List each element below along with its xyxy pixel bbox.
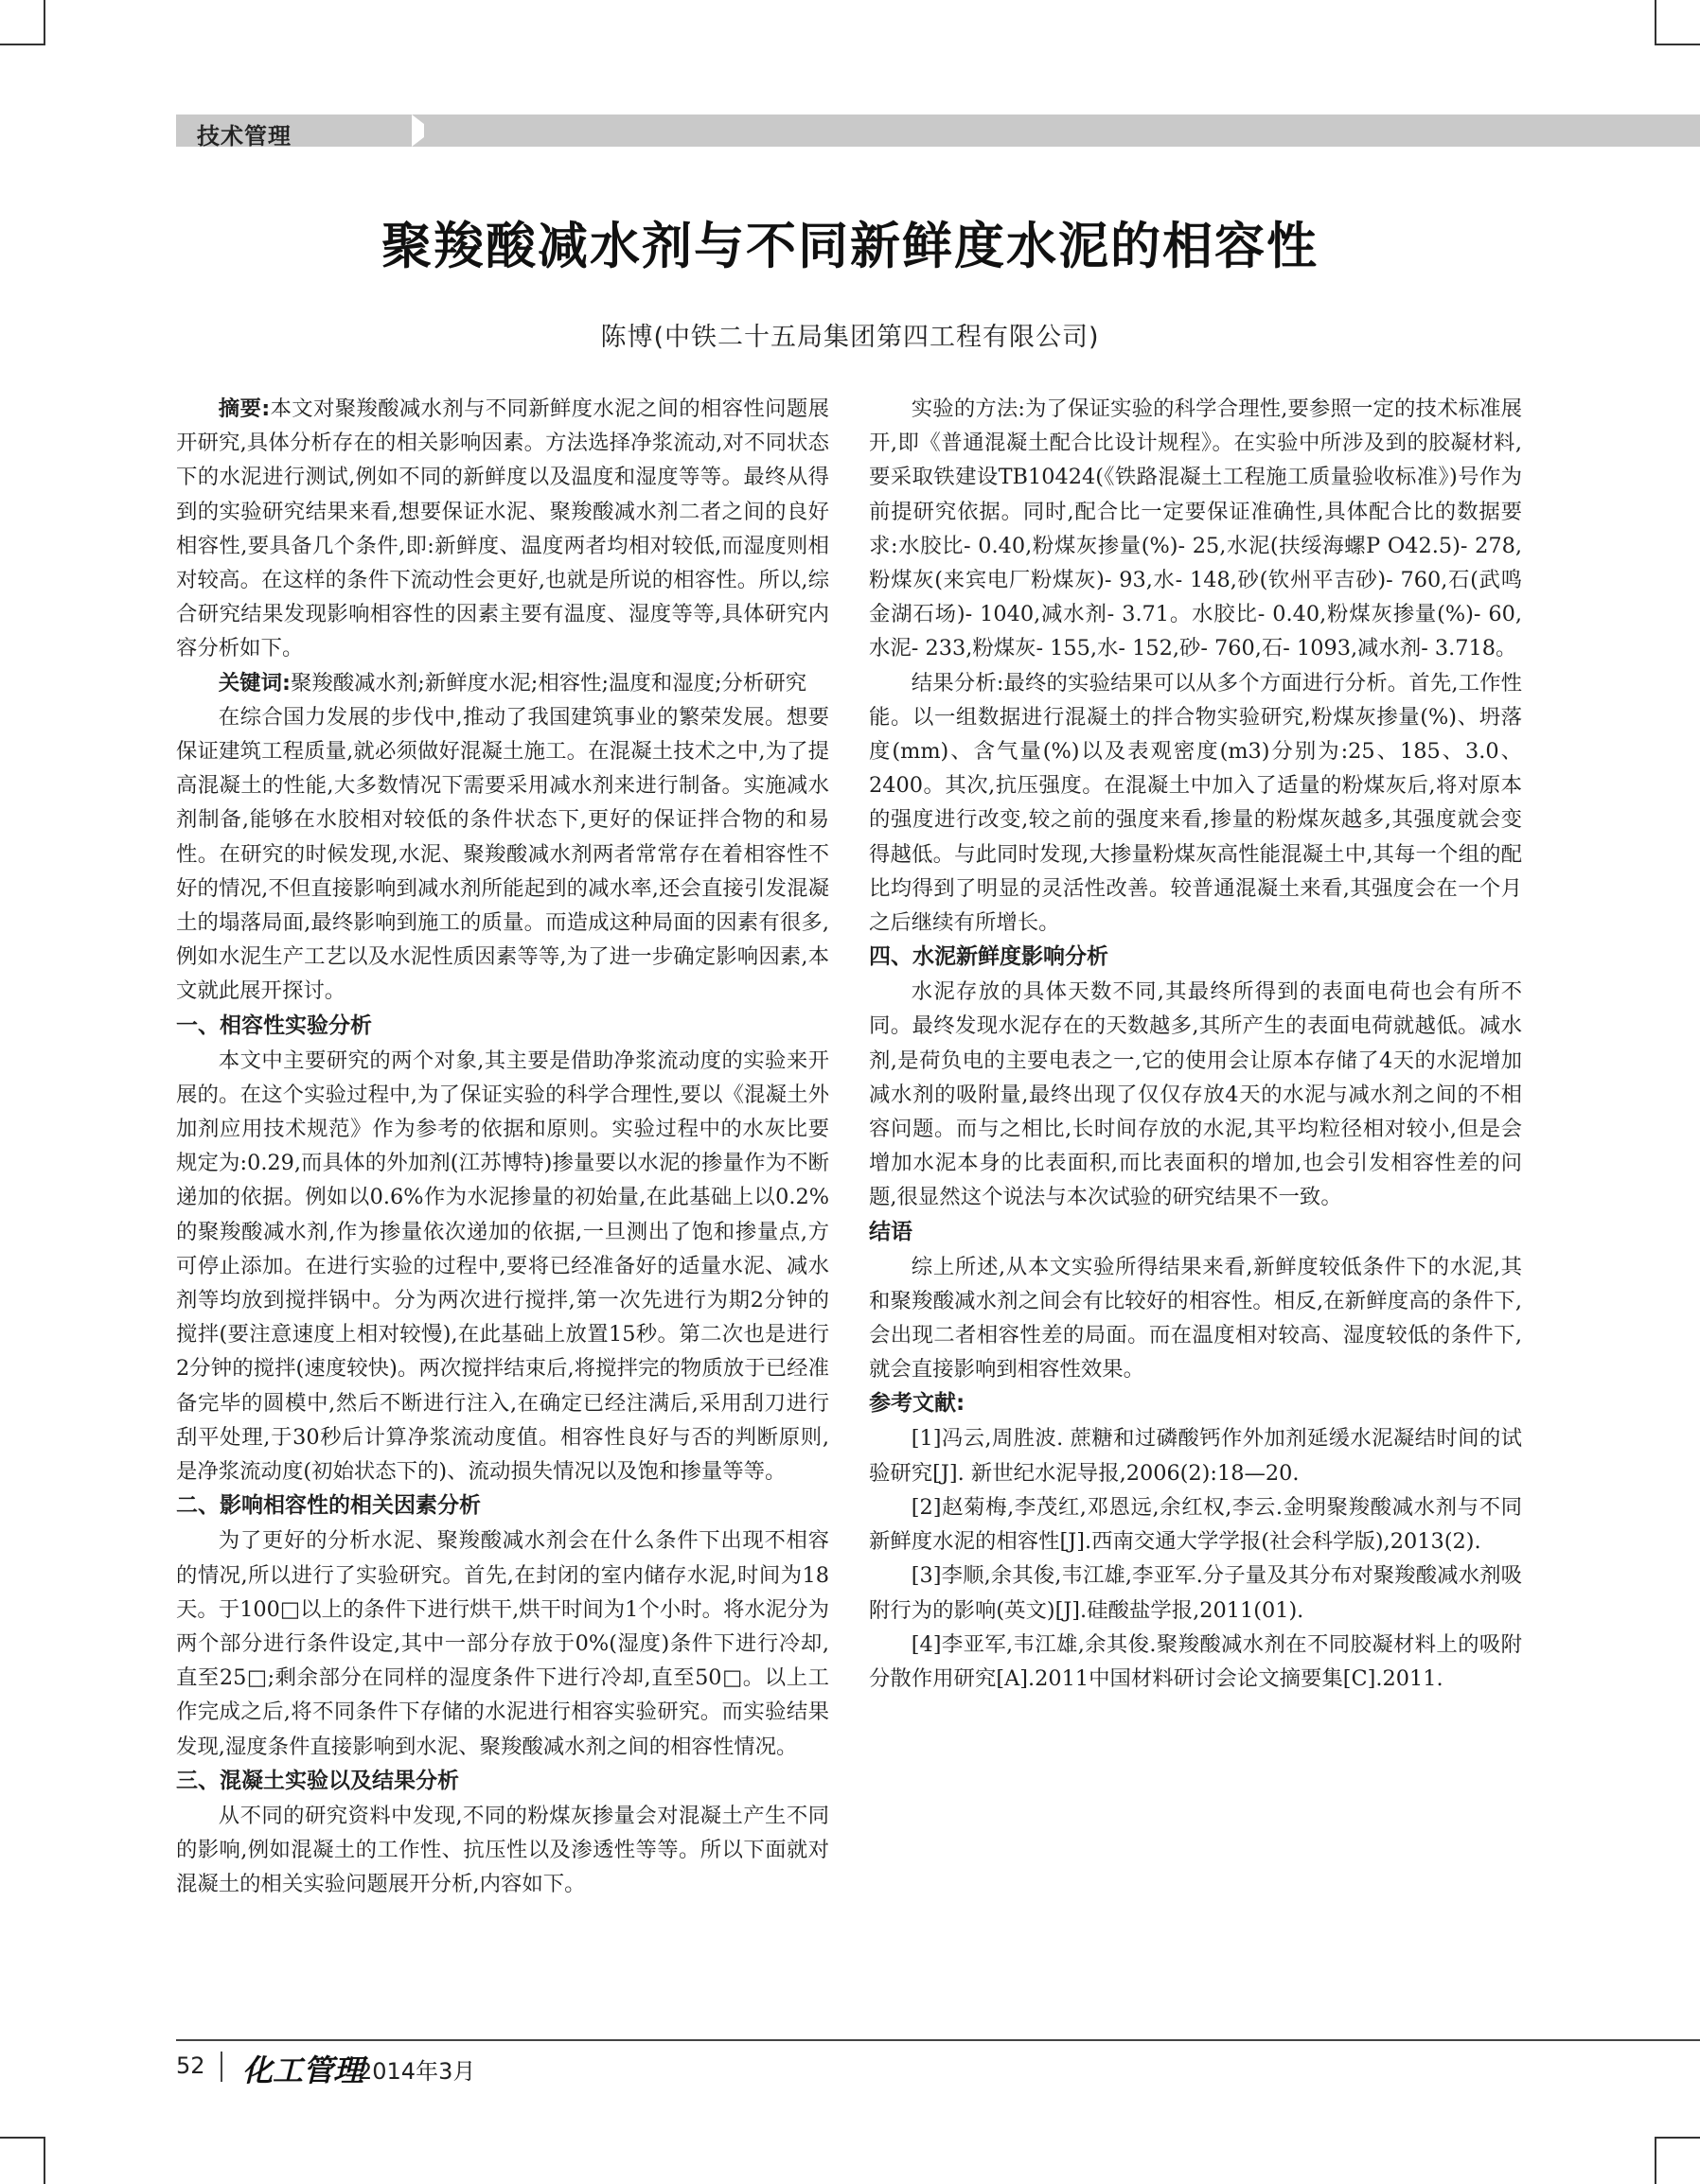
section-label: 技术管理: [197, 123, 292, 150]
crop-mark: [44, 0, 45, 45]
section-paragraph: 从不同的研究资料中发现,不同的粉煤灰掺量会对混凝土产生不同的影响,例如混凝土的工作性、抗压性以及渗透性等等。所以下面就对混凝土的相关实验问题展开分析,内容如下。: [176, 1803, 829, 1897]
reference-item: [1]冯云,周胜波. 蔗糖和过磷酸钙作外加剂延缓水泥凝结时间的试验研究[J]. 新世纪水泥导报,2006(2):18—20.: [869, 1426, 1522, 1486]
conclusion-paragraph: 综上所述,从本文实验所得结果来看,新鲜度较低条件下的水泥,其和聚羧酸减水剂之间会有比较好的相容性。相反,在新鲜度高的条件下,会出现二者相容性差的局面。而在温度相对较高、湿度较低的条件下,就会直接影响到相容性效果。: [869, 1254, 1522, 1383]
keywords-text: 聚羧酸减水剂;新鲜度水泥;相容性;温度和湿度;分析研究: [290, 670, 807, 696]
keywords: [176, 666, 829, 700]
section-heading: 二、影响相容性的相关因素分析: [176, 1493, 481, 1519]
reference-item: [4]李亚军,韦江雄,余其俊.聚羧酸减水剂在不同胶凝材料上的吸附分散作用研究[A].2011中国材料研讨会论文摘要集[C].2011.: [869, 1631, 1522, 1691]
abstract: [176, 392, 829, 666]
references-heading: 参考文献:: [869, 1391, 965, 1417]
issue-date: 2014年3月: [358, 2058, 476, 2085]
crop-mark: [0, 44, 45, 45]
reference-item: [3]李顺,余其俊,韦江雄,李亚军.分子量及其分布对聚羧酸减水剂吸附行为的影响(英文)[J].硅酸盐学报,2011(01).: [869, 1563, 1522, 1623]
section-heading: 三、混凝土实验以及结果分析: [176, 1768, 459, 1793]
section-banner: [176, 114, 1700, 147]
right-column: [869, 392, 1522, 1696]
section-paragraph: 实验的方法:为了保证实验的科学合理性,要参照一定的技术标准展开,即《普通混凝土配合比设计规程》。在实验中所涉及到的胶凝材料,要采取铁建设TB10424(《铁路混凝土工程施工质量验收标准》)号作为前提研究依据。同时,配合比一定要保证准确性,具体配合比的数据要求:水胶比- 0.40,粉煤灰掺量(%)- 25,水泥(扶绥海螺P O42.5)- 278,粉煤灰(来宾电厂粉煤灰)- 93,水- 148,砂(钦州平吉砂)- 760,石(武鸣金湖石场)- 1040,减水剂- 3.71。水胶比- 0.40,粉煤灰掺量(%)- 60,水泥- 233,粉煤灰- 155,水- 152,砂- 760,石- 1093,减水剂- 3.718。: [869, 396, 1522, 661]
section-paragraph: 结果分析:最终的实验结果可以从多个方面进行分析。首先,工作性能。以一组数据进行混凝土的拌合物实验研究,粉煤灰掺量(%)、坍落度(mm)、含气量(%)以及表观密度(m3)分别为:25、185、3.0、2400。其次,抗压强度。在混凝土中加入了适量的粉煤灰后,将对原本的强度进行改变,较之前的强度来看,掺量的粉煤灰越多,其强度就会变得越低。与此同时发现,大掺量粉煤灰高性能混凝土中,其每一个组的配比均得到了明显的灵活性改善。较普通混凝土来看,其强度会在一个月之后继续有所增长。: [869, 670, 1522, 936]
section-paragraph: 水泥存放的具体天数不同,其最终所得到的表面电荷也会有所不同。最终发现水泥存在的天数越多,其所产生的表面电荷就越低。减水剂,是荷负电的主要电表之一,它的使用会让原本存储了4天的水泥增加减水剂的吸附量,最终出现了仅仅存放4天的水泥与减水剂之间的不相容问题。而与之相比,长时间存放的水泥,其平均粒径相对较小,但是会增加水泥本身的比表面积,而比表面积的增加,也会引发相容性差的问题,很显然这个说法与本次试验的研究结果不一致。: [869, 979, 1522, 1210]
journal-name: 化工管理: [242, 2052, 364, 2088]
intro-paragraph: 在综合国力发展的步伐中,推动了我国建筑事业的繁荣发展。想要保证建筑工程质量,就必须做好混凝土施工。在混凝土技术之中,为了提高混凝土的性能,大多数情况下需要采用减水剂来进行制备。实施减水剂制备,能够在水胶相对较低的条件状态下,更好的保证拌合物的和易性。在研究的时候发现,水泥、聚羧酸减水剂两者常常存在着相容性不好的情况,不但直接影响到减水剂所能起到的减水率,还会直接引发混凝土的塌落局面,最终影响到施工的质量。而造成这种局面的因素有很多,例如水泥生产工艺以及水泥性质因素等等,为了进一步确定影响因素,本文就此展开探讨。: [176, 704, 829, 1004]
abstract-label: 摘要:: [218, 396, 271, 421]
keywords-label: 关键词:: [218, 670, 291, 696]
crop-mark: [1655, 2137, 1700, 2139]
crop-mark: [44, 2137, 45, 2184]
crop-mark: [1655, 0, 1656, 45]
crop-mark: [1655, 44, 1700, 45]
section-heading: 四、水泥新鲜度影响分析: [869, 944, 1108, 970]
page-number: 52: [176, 2052, 205, 2079]
article-author: 陈博(中铁二十五局集团第四工程有限公司): [600, 323, 1100, 352]
article-title: 聚羧酸减水剂与不同新鲜度水泥的相容性: [381, 218, 1319, 275]
section-heading: 一、相容性实验分析: [176, 1013, 372, 1038]
crop-mark: [0, 2137, 45, 2139]
section-paragraph: 为了更好的分析水泥、聚羧酸减水剂会在什么条件下出现不相容的情况,所以进行了实验研究。首先,在封闭的室内储存水泥,时间为18天。于100□以上的条件下进行烘干,烘干时间为1个小时。将水泥分为两个部分进行条件设定,其中一部分存放于0%(湿度)条件下进行冷却,直至25□;剩余部分在同样的湿度条件下进行冷却,直至50□。以上工作完成之后,将不同条件下存储的水泥进行相容实验研究。而实验结果发现,湿度条件直接影响到水泥、聚羧酸减水剂之间的相容性情况。: [176, 1528, 829, 1759]
left-column: [176, 392, 829, 1901]
conclusion-heading: 结语: [869, 1219, 912, 1244]
banner-chevron: [424, 114, 445, 147]
section-paragraph: 本文中主要研究的两个对象,其主要是借助净浆流动度的实验来开展的。在这个实验过程中,为了保证实验的科学合理性,要以《混凝土外加剂应用技术规范》作为参考的依据和原则。实验过程中的水灰比要规定为:0.29,而具体的外加剂(江苏博特)掺量要以水泥的掺量作为不断递加的依据。例如以0.6%作为水泥掺量的初始量,在此基础上以0.2%的聚羧酸减水剂,作为掺量依次递加的依据,一旦测出了饱和掺量点,方可停止添加。在进行实验的过程中,要将已经准备好的适量水泥、减水剂等均放到搅拌锅中。分为两次进行搅拌,第一次先进行为期2分钟的搅拌(要注意速度上相对较慢),在此基础上放置15秒。第二次也是进行2分钟的搅拌(速度较快)。两次搅拌结束后,将搅拌完的物质放于已经准备完毕的圆模中,然后不断进行注入,在确定已经注满后,采用刮刀进行刮平处理,于30秒后计算净浆流动度值。相容性良好与否的判断原则,是净浆流动度(初始状态下的)、流动损失情况以及饱和掺量等等。: [176, 1048, 829, 1485]
footer-separator: [221, 2052, 222, 2082]
reference-item: [2]赵菊梅,李茂红,邓恩远,余红权,李云.金明聚羧酸减水剂与不同新鲜度水泥的相容性[J].西南交通大学学报(社会科学版),2013(2).: [869, 1494, 1522, 1555]
abstract-text: 本文对聚羧酸减水剂与不同新鲜度水泥之间的相容性问题展开研究,具体分析存在的相关影响因素。方法选择净浆流动,对不同状态下的水泥进行测试,例如不同的新鲜度以及温度和湿度等等。最终从得到的实验研究结果来看,想要保证水泥、聚羧酸减水剂二者之间的良好相容性,要具备几个条件,即:新鲜度、温度两者均相对较低,而湿度则相对较高。在这样的条件下流动性会更好,也就是所说的相容性。所以,综合研究结果发现影响相容性的因素主要有温度、湿度等等,具体研究内容分析如下。: [176, 396, 829, 661]
footer-rule: [176, 2039, 1700, 2041]
crop-mark: [1655, 2137, 1656, 2184]
